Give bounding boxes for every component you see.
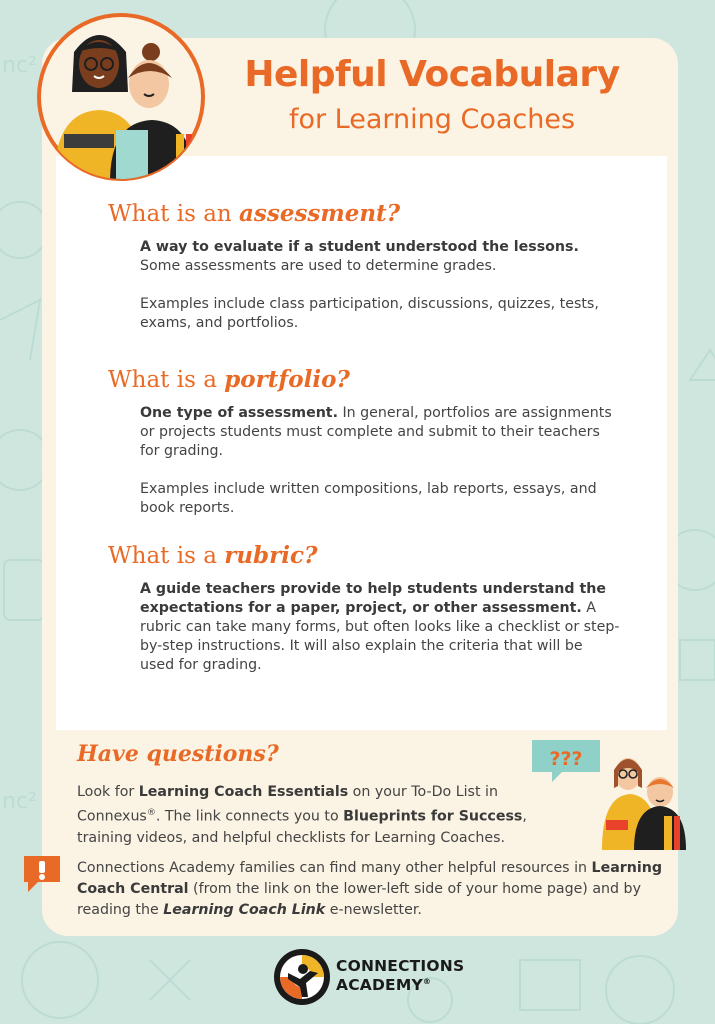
- parents-illustration: [598, 750, 690, 850]
- answer-rubric: A guide teachers provide to help students understand the expectations for a paper, project, or other assessment. A rubric can take many forms, but often looks like a checklist or step-by-step instructions. It will also explain the criteria that will be used for grading.: [140, 581, 620, 673]
- have-questions-text: Look for Learning Coach Essentials on your To-Do List in Connexus®. The link connects you to Blueprints for Success, training videos, and helpful checklists for Learning Coaches.: [77, 784, 527, 846]
- question-rubric: What is a rubric?: [108, 542, 318, 569]
- speech-bubble-icon: [528, 736, 604, 784]
- svg-text:nc²: nc²: [2, 53, 37, 78]
- question-assessment: What is an assessment?: [108, 200, 401, 227]
- answer-assessment: A way to evaluate if a student understood the lessons. Some assessments are used to determine grades. Examples include class participation, discussions, quizzes, tests, exams, and portfolios.: [140, 239, 599, 331]
- bubble-text: ???: [549, 748, 583, 770]
- question-portfolio: What is a portfolio?: [108, 366, 350, 393]
- page-subtitle: for Learning Coaches: [288, 104, 576, 135]
- alert-icon: [20, 852, 64, 894]
- svg-text:nc²: nc²: [2, 789, 37, 814]
- have-questions-heading: Have questions?: [77, 741, 279, 767]
- connections-academy-logo-icon: [272, 947, 332, 1007]
- answer-portfolio: One type of assessment. In general, portfolios are assignments or projects students must complete and submit to their teachers for grading. Examples include written compositions, lab reports, essays, and book reports.: [140, 405, 612, 516]
- page-title: Helpful Vocabulary: [244, 54, 620, 95]
- resources-text: Connections Academy families can find many other helpful resources in Learning Coach Central (from the link on the lower-left side of your home page) and by reading the Learning Coach Link e-newsletter.: [77, 860, 662, 918]
- connections-academy-logo-text: CONNECTIONS ACADEMY®: [336, 957, 465, 995]
- learning-coaches-illustration: [36, 12, 206, 182]
